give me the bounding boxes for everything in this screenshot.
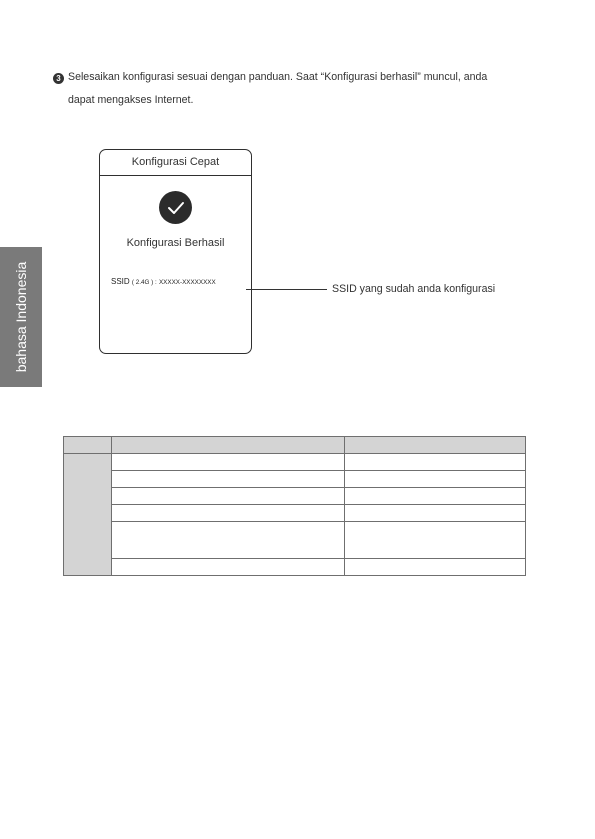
table-header-cell (112, 437, 345, 454)
phone-screen-illustration (99, 149, 252, 354)
language-side-tab-label: bahasa Indonesia (13, 261, 29, 373)
ssid-band: ( 2.4G ) : (131, 279, 157, 286)
table-cell (345, 505, 526, 522)
table-cell (112, 471, 345, 488)
ssid-line (111, 277, 216, 286)
step-3-line-1 (53, 66, 543, 89)
table-cell (112, 522, 345, 559)
ssid-callout: SSID yang sudah anda konfigurasi (332, 283, 496, 295)
success-message: Konfigurasi Berhasil (126, 237, 225, 249)
table-row (64, 488, 526, 505)
table-cell (112, 505, 345, 522)
table-cell (112, 488, 345, 505)
table-header-cell (345, 437, 526, 454)
ssid-value: XXXXX-XXXXXXXX (158, 279, 216, 286)
table-row (64, 454, 526, 471)
callout-leader-line (246, 289, 327, 290)
step-3-line-1-text: Selesaikan konfigurasi sesuai dengan panduan. Saat “Konfigurasi berhasil” muncul, anda (68, 71, 488, 83)
step-3-line-2: dapat mengakses Internet. (68, 94, 194, 106)
table-row (64, 471, 526, 488)
table-row (64, 505, 526, 522)
table-row (64, 522, 526, 559)
ssid-label: SSID (111, 277, 130, 286)
table-cell (345, 471, 526, 488)
info-table (63, 436, 526, 576)
language-side-tab (0, 247, 42, 387)
check-circle-icon (159, 191, 192, 224)
table-cell (345, 454, 526, 471)
table-header-row (64, 437, 526, 454)
table-header-cell (64, 437, 112, 454)
phone-screen-title: Konfigurasi Cepat (100, 150, 251, 176)
table-cell (112, 454, 345, 471)
table-row (64, 559, 526, 576)
table-cell (345, 559, 526, 576)
table-cell (345, 522, 526, 559)
table-group-cell (64, 454, 112, 576)
step-3-instruction (53, 66, 543, 112)
table-cell (345, 488, 526, 505)
table-cell (112, 559, 345, 576)
step-number-badge: 3 (53, 73, 64, 84)
